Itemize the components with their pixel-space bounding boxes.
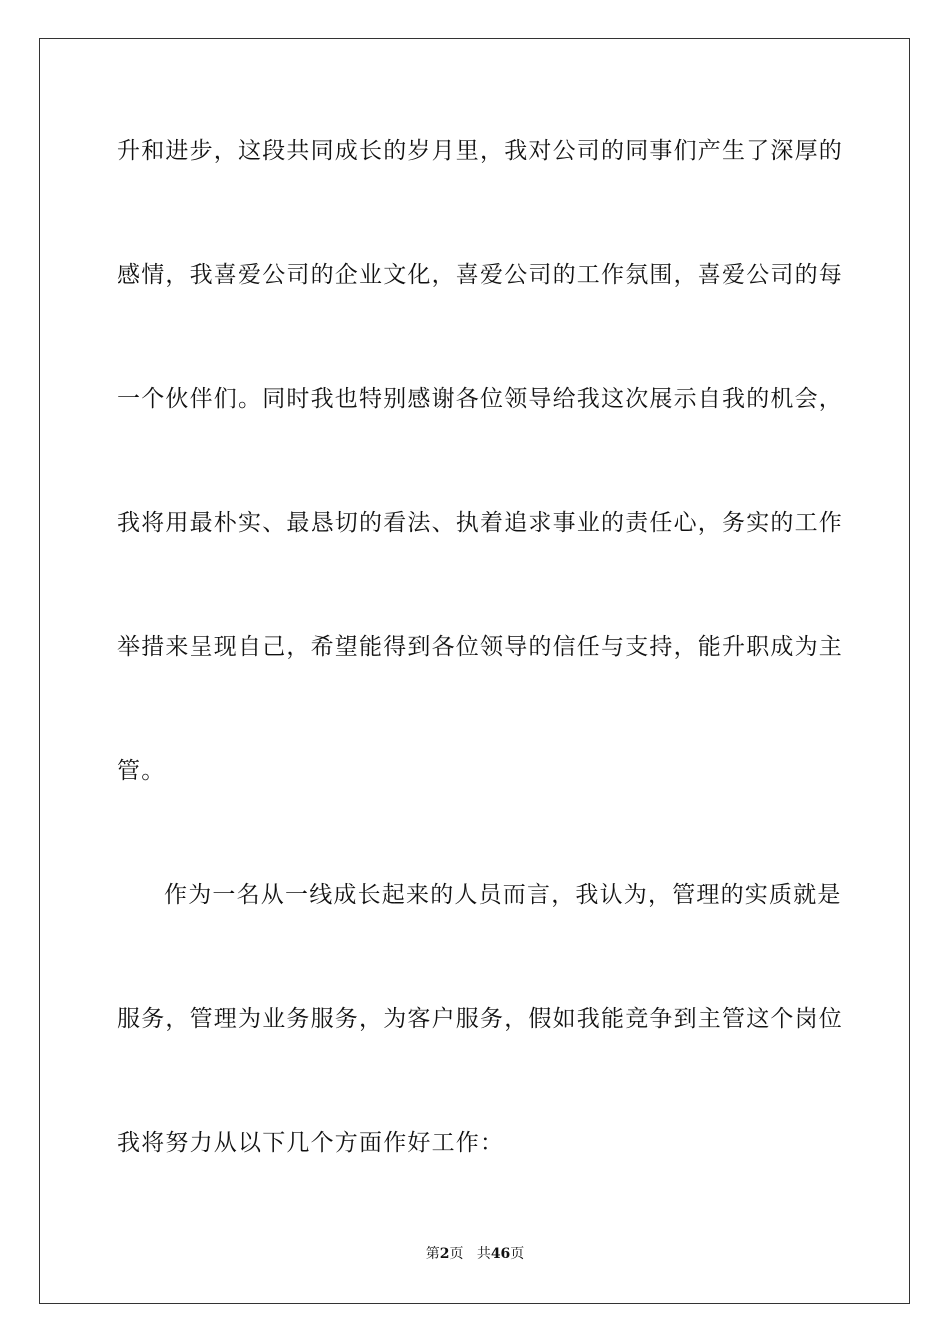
text-line: 一个伙伴们。同时我也特别感谢各位领导给我这次展示自我的机会， (117, 386, 843, 412)
text-line: 举措来呈现自己，希望能得到各位领导的信任与支持，能升职成为主 (117, 634, 843, 660)
page-suffix: 页 (449, 1246, 464, 1262)
page-prefix: 第 (425, 1246, 440, 1262)
total-pages: 46 (490, 1246, 511, 1262)
text-line: 我将用最朴实、最恳切的看法、执着追求事业的责任心，务实的工作 (117, 510, 843, 536)
text-line: 感情，我喜爱公司的企业文化，喜爱公司的工作氛围，喜爱公司的每 (117, 262, 843, 288)
text-line: 升和进步，这段共同成长的岁月里，我对公司的同事们产生了深厚的 (117, 138, 843, 164)
page-footer (0, 1245, 950, 1263)
text-line: 我将努力从以下几个方面作好工作： (117, 1130, 505, 1156)
text-line: 服务，管理为业务服务，为客户服务，假如我能竞争到主管这个岗位 (117, 1006, 843, 1032)
text-line: 管。 (117, 758, 166, 784)
total-prefix: 共 (476, 1246, 491, 1262)
page-frame (39, 38, 910, 1304)
paragraph-first-line: 作为一名从一线成长起来的人员而言，我认为，管理的实质就是 (164, 882, 842, 908)
total-suffix: 页 (510, 1246, 525, 1262)
page-number: 2 (439, 1246, 450, 1262)
